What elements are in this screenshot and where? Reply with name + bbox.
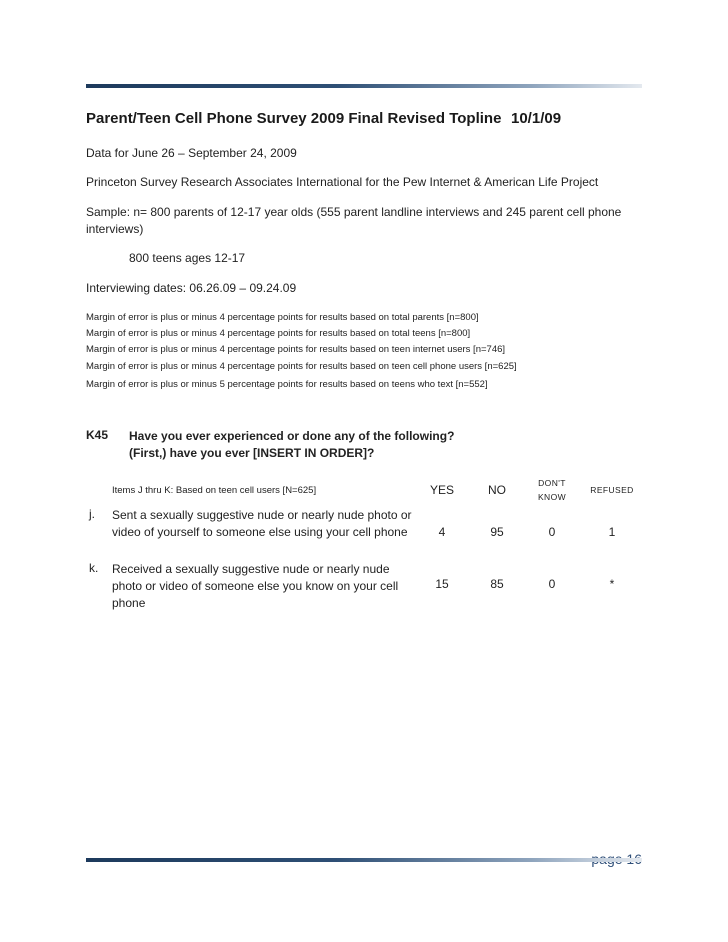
row-text-j: Sent a sexually suggestive nude or nearly nude photo or video of yourself to someone else using your cell phone — [112, 508, 412, 539]
margin-of-error-line: Margin of error is plus or minus 4 percentage points for results based on teen internet users [n=746] — [86, 344, 506, 355]
question-line-2: (First,) have you ever [INSERT IN ORDER]? — [129, 446, 375, 460]
cell-yes-k: 15 — [435, 577, 449, 591]
margin-of-error-line: Margin of error is plus or minus 4 percentage points for results based on teen cell phone users [n=625] — [86, 361, 517, 372]
cell-yes-j: 4 — [438, 525, 446, 539]
column-header-yes: YES — [429, 483, 454, 497]
interviewing-dates: Interviewing dates: 06.26.09 – 09.24.09 — [86, 281, 297, 295]
cell-no-j: 95 — [490, 525, 504, 539]
cell-dont-know-k: 0 — [548, 577, 556, 591]
question-text — [129, 428, 529, 462]
document-title — [86, 110, 646, 127]
column-header-dont-know — [527, 476, 577, 504]
table-basis: Items J thru K: Based on teen cell users [N=625] — [112, 485, 317, 496]
teen-sample: 800 teens ages 12-17 — [129, 251, 246, 265]
cell-refused-j: 1 — [608, 525, 616, 539]
row-text-k: Received a sexually suggestive nude or nearly nude photo or video of someone else you know on your cell phone — [112, 562, 399, 610]
row-label-k: k. — [89, 561, 99, 575]
dont-know-line-1: DON'T — [538, 478, 566, 488]
cell-no-k: 85 — [490, 577, 504, 591]
row-label-j: j. — [89, 507, 95, 521]
organization-line: Princeton Survey Research Associates International for the Pew Internet & American Life Project — [86, 175, 599, 189]
header-rule — [86, 84, 642, 88]
column-header-no: NO — [488, 483, 506, 497]
title-text: Parent/Teen Cell Phone Survey 2009 Final Revised Topline — [86, 110, 502, 127]
margin-of-error-line: Margin of error is plus or minus 4 percentage points for results based on total teens [n=800] — [86, 328, 471, 339]
sample-description: Sample: n= 800 parents of 12-17 year olds (555 parent landline interviews and 245 parent cell phone interviews) — [86, 205, 622, 236]
question-line-1: Have you ever experienced or done any of the following? — [129, 429, 455, 443]
title-date: 10/1/09 — [511, 110, 562, 127]
margin-of-error-line: Margin of error is plus or minus 4 percentage points for results based on total parents [n=800] — [86, 312, 479, 323]
margin-of-error-line: Margin of error is plus or minus 5 percentage points for results based on teens who text [n=552] — [86, 379, 488, 390]
question-number: K45 — [86, 428, 109, 442]
footer-rule — [86, 858, 642, 862]
column-header-refused: REFUSED — [590, 485, 634, 495]
dont-know-line-2: KNOW — [537, 492, 567, 502]
data-range: Data for June 26 – September 24, 2009 — [86, 146, 297, 160]
cell-dont-know-j: 0 — [548, 525, 556, 539]
cell-refused-k: * — [609, 577, 615, 591]
